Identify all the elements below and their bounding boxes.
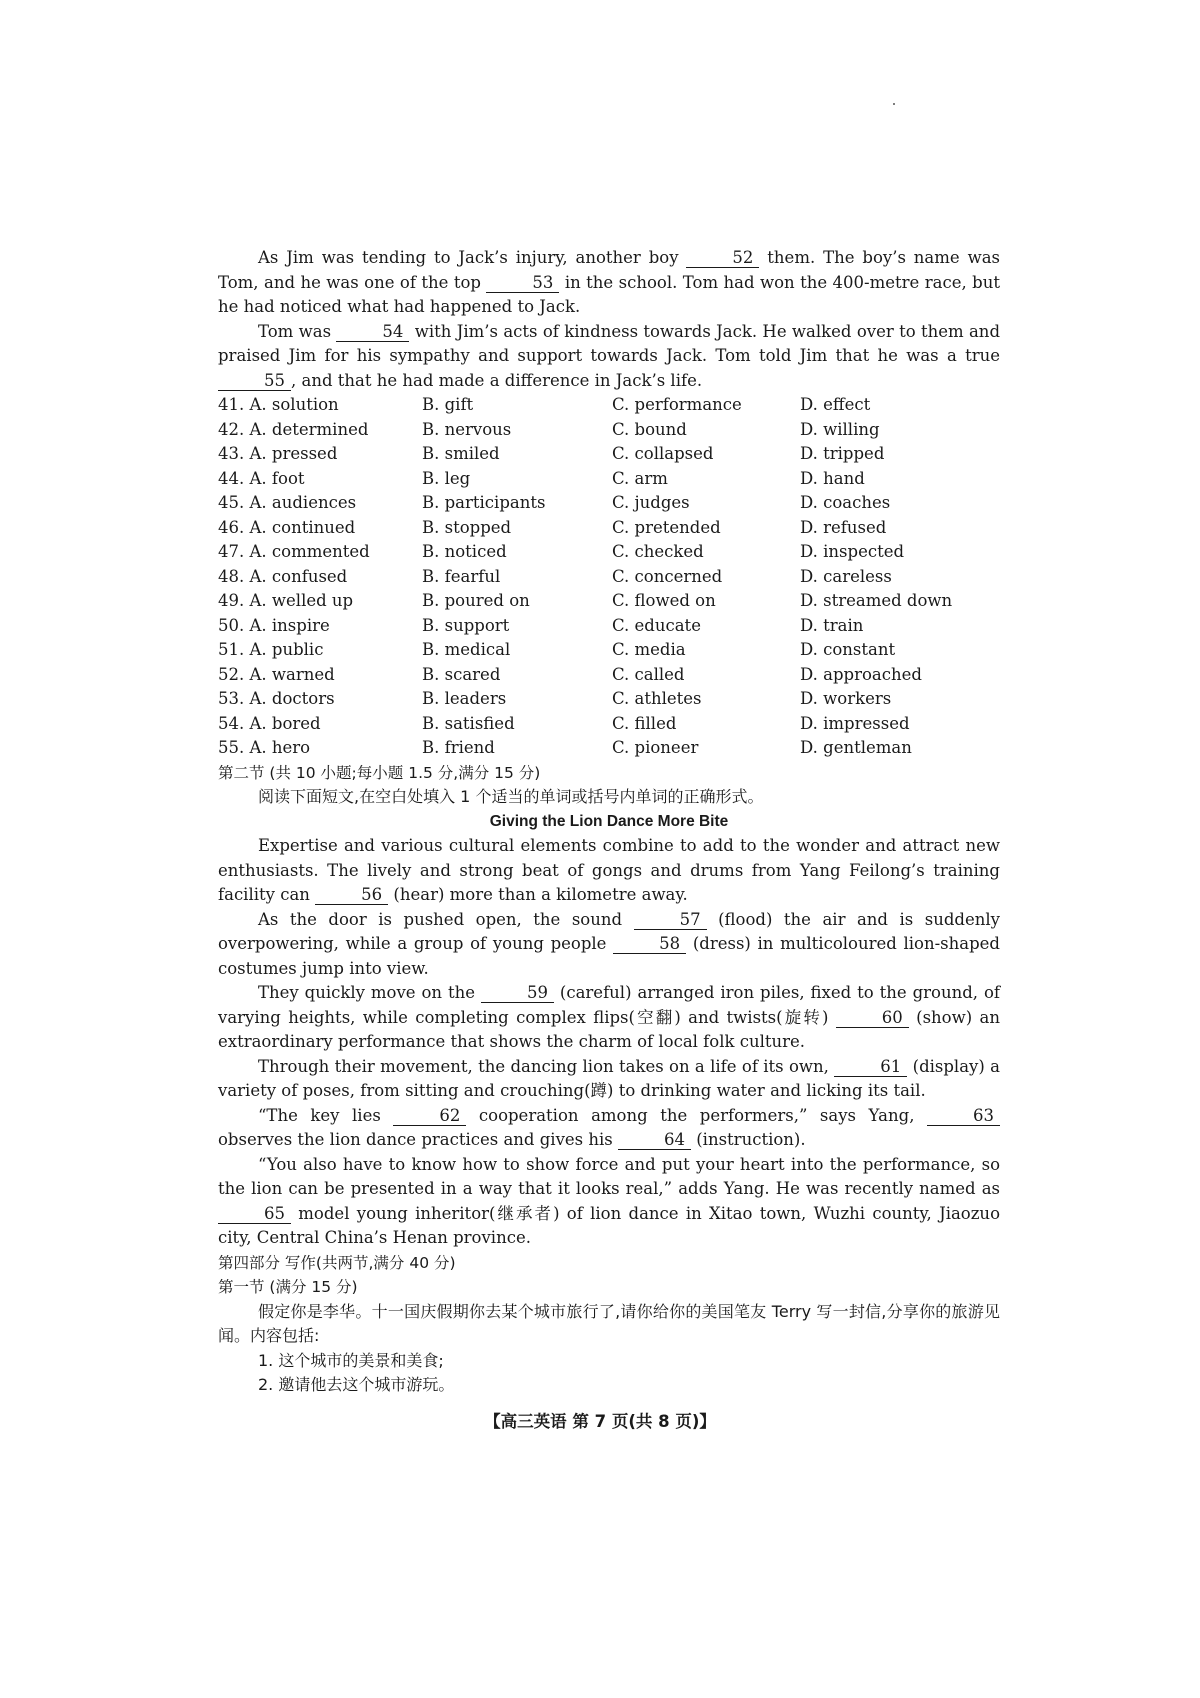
option-c[interactable]: C. educate (612, 615, 701, 635)
option-d[interactable]: D. constant (800, 640, 896, 659)
option-c[interactable]: C. judges (612, 493, 690, 512)
option-d[interactable]: D. gentleman (800, 738, 912, 757)
writing-prompt: 假定你是李华。十一国庆假期你去某个城市旅行了,请你给你的美国笔友 Terry 写一封信,分享你的旅游见闻。内容包括: (218, 1301, 1000, 1345)
passage-paragraph: As Jim was tending to Jack’s injury, another boy 52 them. The boy’s name was Tom, and he was one of the top 53 in the school. Tom had won the 400-metre race, but he had noticed what had happened to Jack. (218, 248, 1000, 316)
question-number: 51. (218, 640, 245, 659)
blank-52[interactable]: 52 (686, 249, 759, 268)
option-c[interactable]: C. filled (612, 713, 677, 733)
option-b[interactable]: B. participants (422, 493, 546, 512)
paragraph-text: (show) an extraordinary performance that shows the charm of local folk culture. (218, 1007, 1000, 1051)
cloze-paragraph (218, 1153, 1000, 1251)
option-row (218, 442, 1000, 467)
option-a-text: A. public (249, 640, 324, 659)
question-number: 41. (218, 395, 245, 414)
section-1-heading: 第一节 (满分 15 分) (218, 1278, 358, 1296)
option-b[interactable]: B. satisfied (422, 713, 515, 733)
option-a[interactable] (218, 589, 422, 614)
option-row (218, 393, 1000, 418)
question-number: 49. (218, 591, 245, 610)
option-c[interactable]: C. media (612, 640, 686, 659)
option-a-text: A. confused (249, 566, 348, 586)
writing-item-1: 1. 这个城市的美景和美食; (258, 1350, 444, 1370)
option-row (218, 565, 1000, 590)
option-a-text: A. commented (249, 542, 370, 561)
option-c[interactable]: C. concerned (612, 566, 723, 586)
paragraph-text: observes the lion dance practices and gives his (218, 1130, 618, 1149)
paragraph-text: They quickly move on the (258, 983, 481, 1002)
option-a[interactable] (218, 565, 422, 590)
question-number: 47. (218, 542, 245, 561)
option-d[interactable]: D. willing (800, 419, 880, 439)
paragraph-text: (dress) in multicoloured lion-shaped costumes jump into view. (218, 934, 1000, 978)
option-c[interactable]: C. bound (612, 419, 687, 439)
option-a[interactable] (218, 736, 422, 761)
blank-59[interactable]: 59 (481, 984, 554, 1003)
cloze-paragraph (218, 1104, 1000, 1153)
option-b[interactable]: B. noticed (422, 542, 507, 561)
question-number: 52. (218, 664, 245, 684)
option-c[interactable]: C. collapsed (612, 444, 714, 463)
option-d[interactable]: D. hand (800, 468, 865, 488)
option-d[interactable]: D. train (800, 615, 864, 635)
blank-58[interactable]: 58 (613, 935, 686, 954)
blank-60[interactable]: 60 (836, 1009, 909, 1028)
option-a[interactable] (218, 516, 422, 541)
option-b[interactable]: B. leaders (422, 689, 507, 708)
option-d[interactable]: D. coaches (800, 493, 891, 512)
option-a-text: A. pressed (249, 444, 338, 463)
blank-64[interactable]: 64 (618, 1131, 691, 1150)
question-number: 53. (218, 689, 245, 708)
question-number: 48. (218, 566, 245, 586)
option-b[interactable]: B. support (422, 615, 510, 635)
option-a-text: A. inspire (249, 615, 330, 635)
option-a[interactable] (218, 712, 422, 737)
option-d[interactable]: D. inspected (800, 542, 905, 561)
option-b[interactable]: B. nervous (422, 419, 512, 439)
option-a-text: A. doctors (249, 689, 335, 708)
paragraph-text: cooperation among the performers,” says Yang, (466, 1105, 927, 1125)
option-a-text: A. welled up (249, 591, 354, 610)
option-a-text: A. determined (249, 419, 369, 439)
option-row (218, 687, 1000, 712)
option-d[interactable]: D. approached (800, 664, 922, 684)
option-a-text: A. foot (249, 468, 305, 488)
option-a[interactable] (218, 687, 422, 712)
option-row (218, 614, 1000, 639)
option-a[interactable] (218, 442, 422, 467)
option-b[interactable]: B. medical (422, 640, 511, 659)
paragraph-text: As the door is pushed open, the sound (258, 909, 634, 929)
scan-speck (893, 103, 895, 105)
blank-56[interactable]: 56 (315, 886, 388, 905)
paragraph-text: “The key lies (258, 1105, 394, 1125)
option-a[interactable] (218, 638, 422, 663)
part-4-heading: 第四部分 写作(共两节,满分 40 分) (218, 1253, 456, 1272)
option-b[interactable]: B. smiled (422, 444, 500, 463)
passage-paragraph: Tom was 54 with Jim’s acts of kindness towards Jack. He walked over to them and praised Jim for his sympathy and support towards Jack. Tom told Jim that he was a true 55 , and that he had made a difference in Jack’s life. (218, 321, 1000, 390)
question-number: 44. (218, 468, 245, 488)
page-content (218, 246, 1000, 1398)
option-a[interactable] (218, 418, 422, 443)
question-number: 42. (218, 419, 245, 439)
option-d[interactable]: D. streamed down (800, 591, 953, 610)
section-2-instruction: 阅读下面短文,在空白处填入 1 个适当的单词或括号内单词的正确形式。 (258, 787, 764, 806)
cloze-paragraph (218, 981, 1000, 1055)
page-footer: 【高三英语 第 7 页(共 8 页)】 (484, 1412, 716, 1431)
blank-62[interactable]: 62 (393, 1107, 466, 1126)
writing-item-2: 2. 邀请他去这个城市游玩。 (258, 1375, 455, 1394)
option-row (218, 491, 1000, 516)
blank-55[interactable]: 55 (218, 372, 291, 391)
option-c[interactable]: C. pretended (612, 517, 721, 537)
option-c[interactable]: C. athletes (612, 689, 702, 708)
option-b[interactable]: B. stopped (422, 517, 512, 537)
cloze-paragraph (218, 834, 1000, 908)
option-c[interactable]: C. called (612, 664, 685, 684)
option-row (218, 418, 1000, 443)
blank-54[interactable]: 54 (336, 323, 409, 342)
passage-title: Giving the Lion Dance More Bite (489, 812, 729, 830)
option-b[interactable]: B. friend (422, 738, 495, 757)
option-row (218, 516, 1000, 541)
paragraph-text: (flood) the air and is suddenly overpowering, while a group of young people (218, 909, 1000, 953)
option-a[interactable] (218, 540, 422, 565)
option-b[interactable]: B. poured on (422, 591, 530, 610)
option-a-text: A. continued (249, 517, 356, 537)
option-d[interactable]: D. effect (800, 395, 871, 414)
option-c[interactable]: C. flowed on (612, 591, 716, 610)
paragraph-text: “You also have to know how to show force and put your heart into the performance, so the lion can be presented in a way that it looks real,” adds Yang. He was recently named as (218, 1154, 1000, 1198)
option-row (218, 540, 1000, 565)
option-a-text: A. warned (249, 664, 335, 684)
option-d[interactable]: D. refused (800, 517, 887, 537)
option-b[interactable]: B. scared (422, 664, 501, 684)
blank-61[interactable]: 61 (834, 1058, 907, 1077)
option-row (218, 589, 1000, 614)
option-a[interactable] (218, 614, 422, 639)
option-a-text: A. bored (249, 713, 321, 733)
paragraph-text: (instruction). (691, 1130, 806, 1149)
option-a[interactable] (218, 663, 422, 688)
option-c[interactable]: C. checked (612, 542, 704, 561)
cloze-passage (218, 834, 1000, 1251)
option-a[interactable] (218, 491, 422, 516)
cloze-paragraph (218, 1055, 1000, 1104)
question-number: 46. (218, 517, 245, 537)
option-row (218, 638, 1000, 663)
option-b[interactable]: B. leg (422, 468, 471, 488)
blank-63[interactable]: 63 (927, 1107, 1000, 1126)
option-a[interactable] (218, 467, 422, 492)
paragraph-text: (hear) more than a kilometre away. (388, 885, 688, 904)
option-d[interactable]: D. impressed (800, 713, 910, 733)
option-a-text: A. audiences (249, 493, 357, 512)
blank-65[interactable]: 65 (218, 1205, 291, 1224)
section-2-heading: 第二节 (共 10 小题;每小题 1.5 分,满分 15 分) (218, 763, 541, 782)
option-a[interactable] (218, 393, 422, 418)
option-a-text: A. solution (249, 395, 339, 414)
question-number: 45. (218, 493, 245, 512)
option-d[interactable]: D. workers (800, 689, 892, 708)
paragraph-text: Expertise and various cultural elements combine to add to the wonder and attract new enthusiasts. The lively and strong beat of gongs and drums from Yang Feilong’s training facility can (218, 836, 1000, 904)
option-d[interactable]: D. careless (800, 566, 892, 586)
option-c[interactable]: C. pioneer (612, 738, 699, 757)
option-c[interactable]: C. arm (612, 468, 668, 488)
option-row (218, 663, 1000, 688)
question-number: 43. (218, 444, 245, 463)
option-row (218, 467, 1000, 492)
blank-53[interactable]: 53 (486, 274, 559, 293)
blank-57[interactable]: 57 (634, 911, 707, 930)
paragraph-text: Through their movement, the dancing lion takes on a life of its own, (258, 1056, 835, 1076)
paragraph-text: model young inheritor(继承者) of lion dance in Xitao town, Wuzhi county, Jiaozuo city, Central China’s Henan province. (218, 1203, 1000, 1247)
option-b[interactable]: B. gift (422, 395, 474, 414)
cloze-paragraph (218, 908, 1000, 982)
option-b[interactable]: B. fearful (422, 566, 501, 586)
option-row (218, 712, 1000, 737)
question-number: 50. (218, 615, 245, 635)
paragraph-text: (careful) arranged iron piles, fixed to the ground, of varying heights, while completing complex flips(空翻) and twists(旋转) (218, 983, 1001, 1027)
question-number: 54. (218, 713, 245, 733)
option-d[interactable]: D. tripped (800, 444, 885, 463)
question-number: 55. (218, 738, 245, 757)
option-row (218, 736, 1000, 761)
option-a-text: A. hero (249, 738, 311, 757)
option-c[interactable]: C. performance (612, 395, 742, 414)
options-list (218, 393, 1000, 761)
paragraph-text: (display) a variety of poses, from sitting and crouching(蹲) to drinking water and licking its tail. (218, 1056, 1000, 1100)
